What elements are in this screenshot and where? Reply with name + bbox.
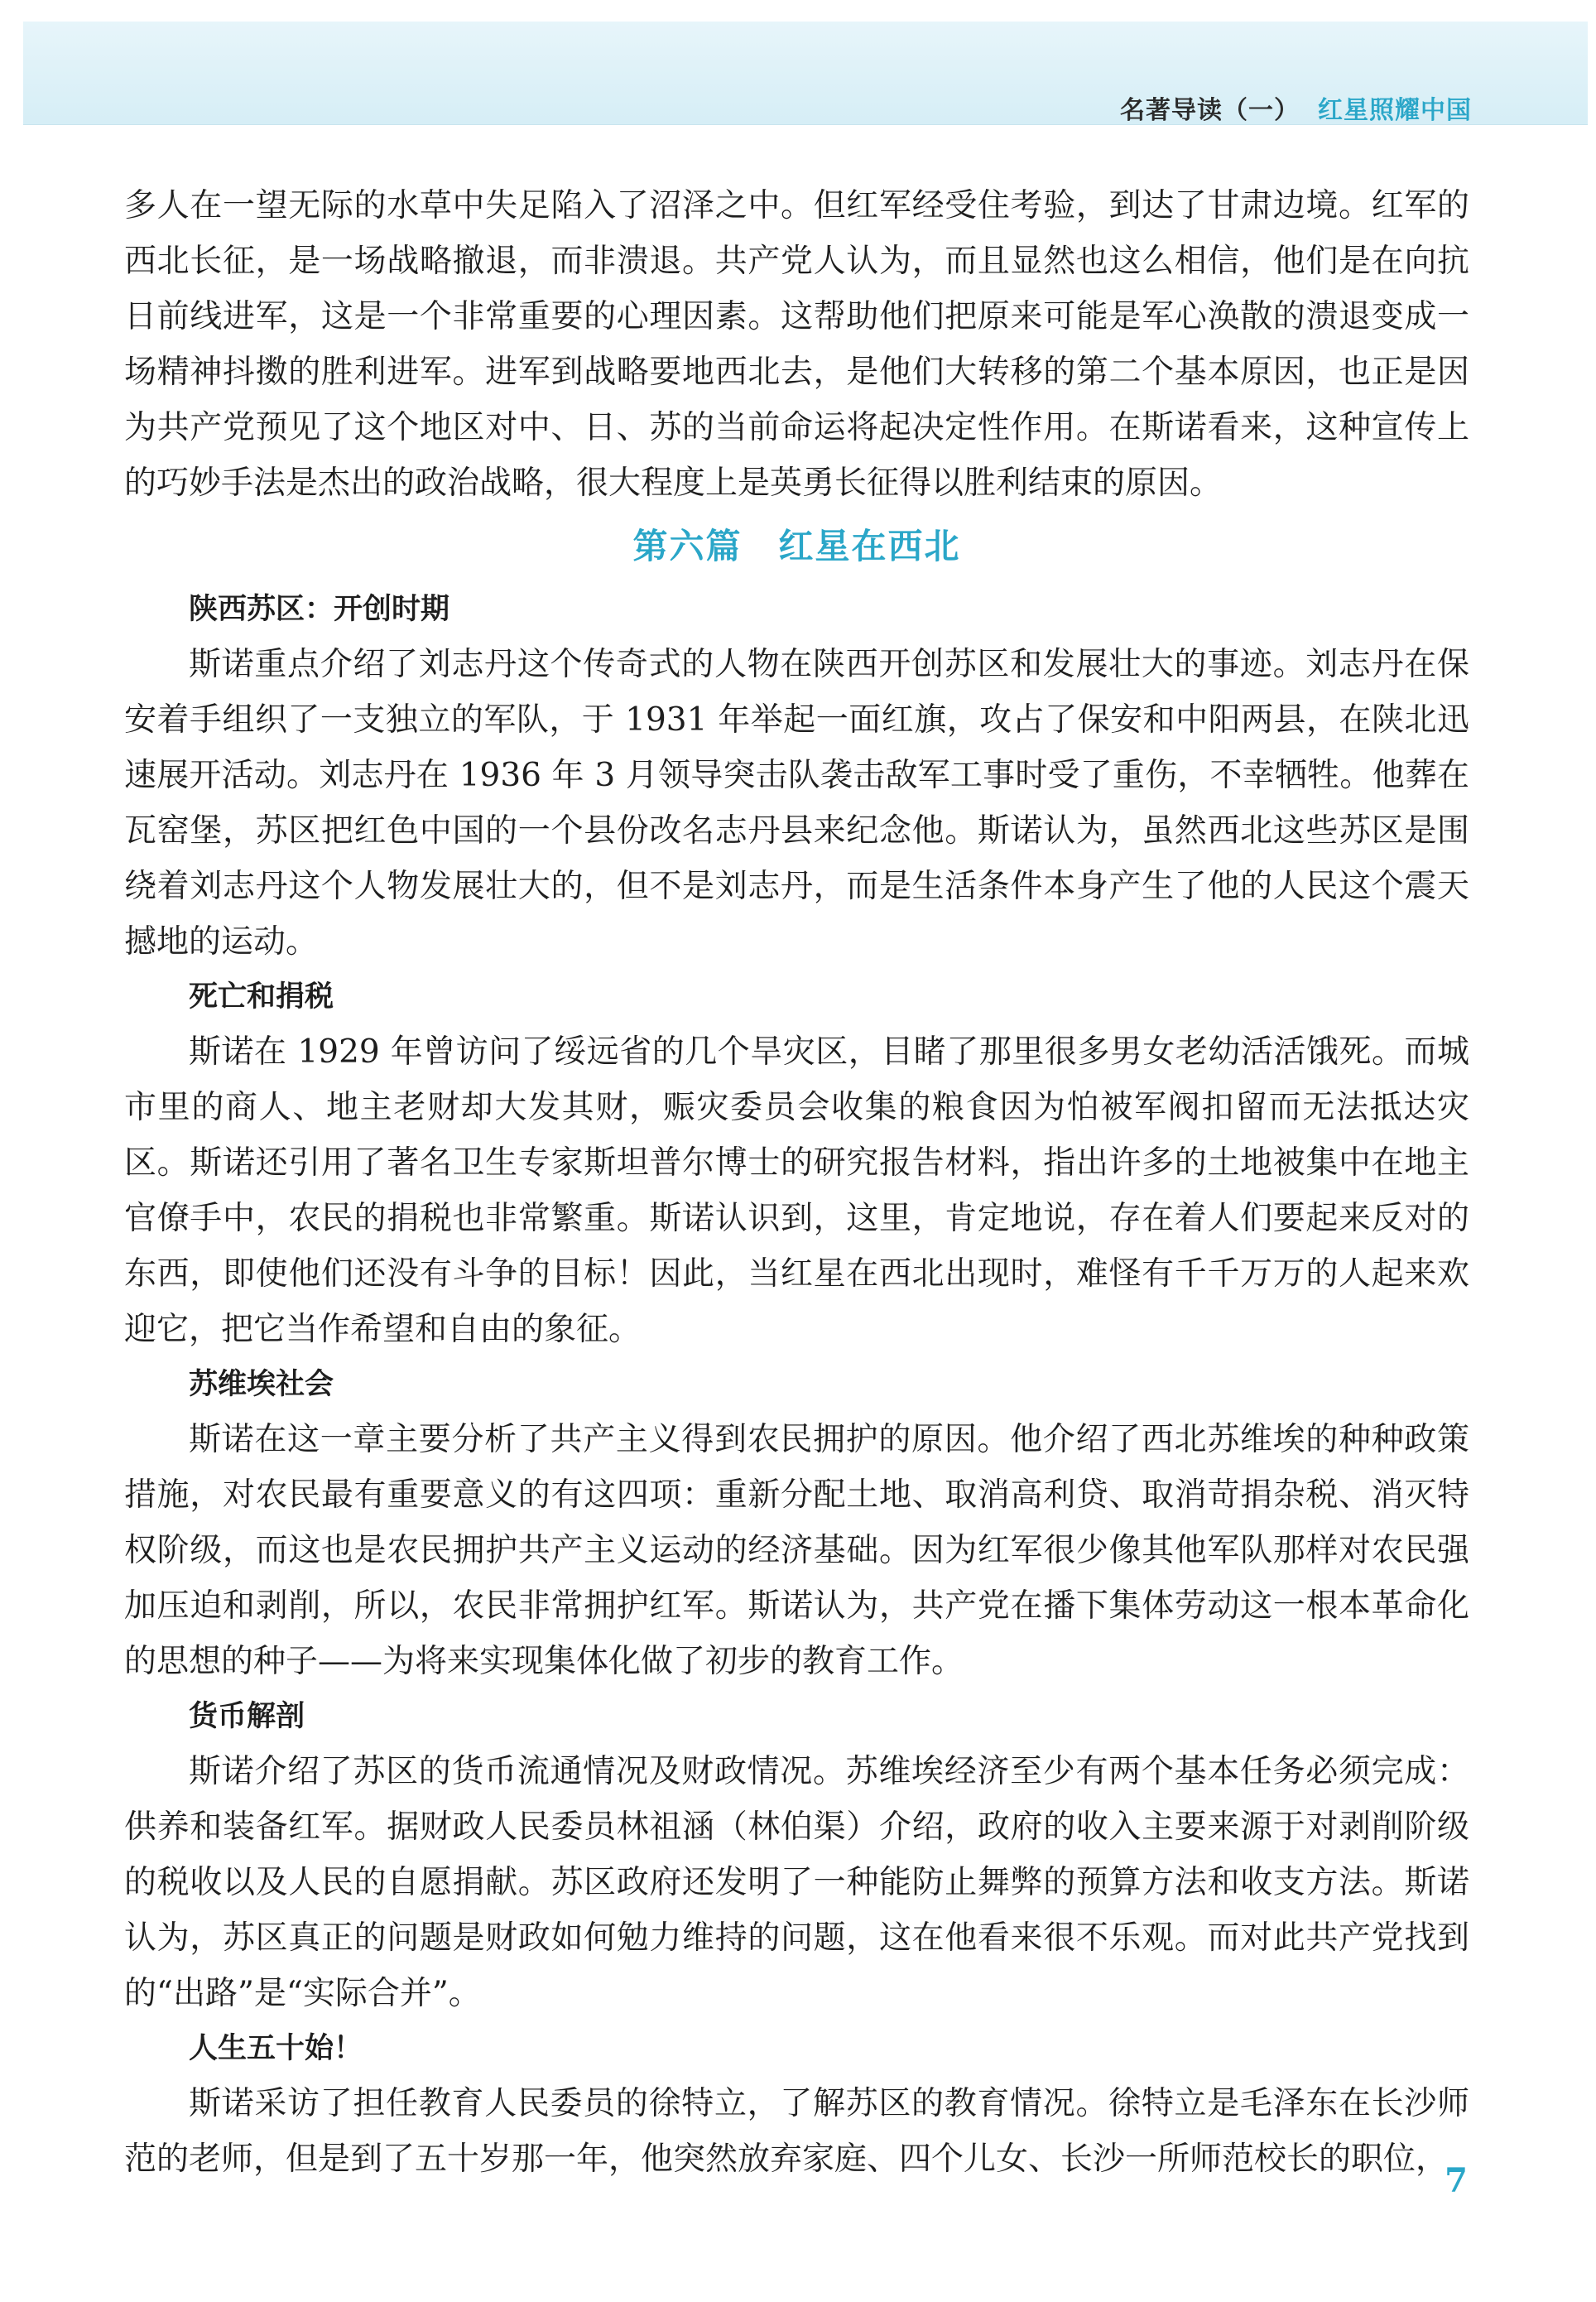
section-text-death-and-taxes: 斯诺在 1929 年曾访问了绥远省的几个旱灾区，目睹了那里很多男女老幼活活饿死。而城市里的商人、地主老财却大发其财，赈灾委员会收集的粮食因为怕被军阀扣留而无法抵达灾区。斯诺还引用了著名卫生专家斯坦普尔博士的研究报告材料，指出许多的土地被集中在地主官僚手中，农民的捐税也非常繁重。斯诺认识到，这里，肯定地说，存在着人们要起来反对的东西，即使他们还没有斗争的目标！因此，当红星在西北出现时，难怪有千千万万的人起来欢迎它，把它当作希望和自由的象征。 (124, 1033, 1469, 1348)
page-content (124, 178, 1469, 2187)
chapter-title: 第六篇 红星在西北 (632, 526, 961, 566)
running-header (1120, 89, 1472, 126)
section-text-soviet-society: 斯诺在这一章主要分析了共产主义得到农民拥护的原因。他介绍了西北苏维埃的种种政策措施，对农民最有重要意义的有这四项：重新分配土地、取消高利贷、取消苛捐杂税、消灭特权阶级，而这也是农民拥护共产主义运动的经济基础。因为红军很少像其他军队那样对农民强加压迫和剥削，所以，农民非常拥护红军。斯诺认为，共产党在播下集体劳动这一根本革命化的思想的种子——为将来实现集体化做了初步的教育工作。 (124, 1421, 1469, 1680)
section-heading-currency-anatomy: 货币解剖 (189, 1700, 305, 1733)
section-text-shaanxi-soviet: 斯诺重点介绍了刘志丹这个传奇式的人物在陕西开创苏区和发展壮大的事迹。刘志丹在保安着手组织了一支独立的军队，于 1931 年举起一面红旗，攻占了保安和中阳两县，在陕北迅速展开活动。刘志丹在 1936 年 3 月领导突击队袭击敌军工事时受了重伤，不幸牺牲。他葬在瓦窑堡，苏区把红色中国的一个县份改名志丹县来纪念他。斯诺认为，虽然西北这些苏区是围绕着刘志丹这个人物发展壮大的，但不是刘志丹，而是生活条件本身产生了他的人民这个震天撼地的运动。 (124, 646, 1469, 961)
intro-paragraph: 多人在一望无际的水草中失足陷入了沼泽之中。但红军经受住考验，到达了甘肃边境。红军的西北长征，是一场战略撤退，而非溃退。共产党人认为，而且显然也这么相信，他们是在向抗日前线进军，这是一个非常重要的心理因素。这帮助他们把原来可能是军心涣散的溃退变成一场精神抖擞的胜利进军。进军到战略要地西北去，是他们大转移的第二个基本原因，也正是因为共产党预见了这个地区对中、日、苏的当前命运将起决定性作用。在斯诺看来，这种宣传上的巧妙手法是杰出的政治战略，很大程度上是英勇长征得以胜利结束的原因。 (124, 187, 1469, 502)
section-text-currency-anatomy: 斯诺介绍了苏区的货币流通情况及财政情况。苏维埃经济至少有两个基本任务必须完成：供养和装备红军。据财政人民委员林祖涵（林伯渠）介绍，政府的收入主要来源于对剥削阶级的税收以及人民的自愿捐献。苏区政府还发明了一种能防止舞弊的预算方法和收支方法。斯诺认为，苏区真正的问题是财政如何勉力维持的问题，这在他看来很不乐观。而对此共产党找到的“出路”是“实际合并”。 (124, 1753, 1469, 2012)
section-heading-shaanxi-soviet: 陕西苏区：开创时期 (189, 593, 450, 626)
page-number: 7 (1445, 2161, 1468, 2200)
header-series-title: 名著导读（一） (1120, 96, 1300, 125)
section-heading-life-begins-at-fifty: 人生五十始！ (189, 2032, 363, 2065)
section-text-life-begins-at-fifty: 斯诺采访了担任教育人民委员的徐特立，了解苏区的教育情况。徐特立是毛泽东在长沙师范的老师，但是到了五十岁那一年，他突然放弃家庭、四个儿女、长沙一所师范校长的职位， (124, 2085, 1469, 2178)
header-book-title: 红星照耀中国 (1318, 96, 1472, 125)
section-heading-soviet-society: 苏维埃社会 (189, 1368, 334, 1401)
section-heading-death-and-taxes: 死亡和捐税 (189, 980, 334, 1014)
